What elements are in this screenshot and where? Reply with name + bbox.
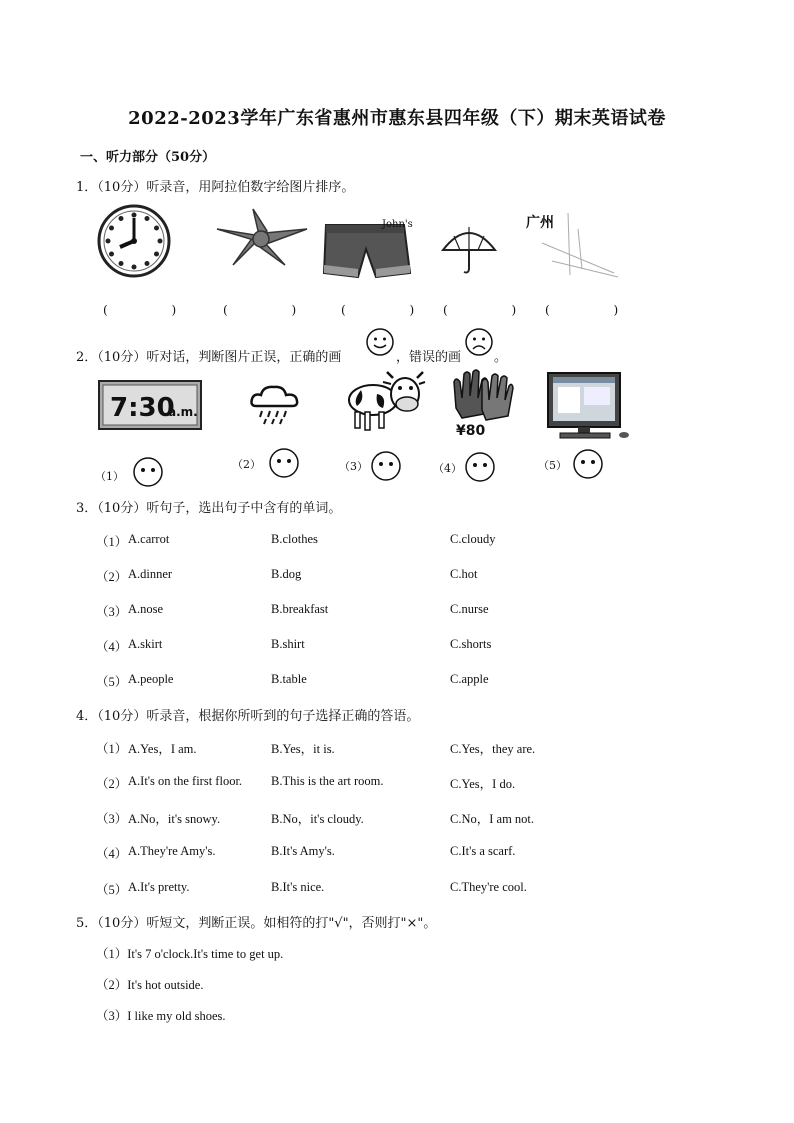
question-1-text: 1．（10分）听录音，用阿拉伯数字给图片排序。: [76, 180, 355, 195]
q4-row-1-option-b[interactable]: B.Yes，it is.: [271, 742, 335, 756]
q3-row-2-option-b[interactable]: B.dog: [271, 567, 302, 581]
shorts-label: John's: [382, 219, 413, 230]
q3-row-1-option-c[interactable]: C.cloudy: [450, 532, 496, 546]
q2-label-3: （3）: [339, 460, 368, 473]
q4-row-5-number: （5）: [96, 883, 128, 897]
q3-row-3-option-c[interactable]: C.nurse: [450, 602, 489, 616]
q2-answer-face-2[interactable]: [268, 447, 300, 479]
q2-answer-face-5[interactable]: [572, 448, 604, 480]
q2-answer-face-4[interactable]: [464, 451, 496, 483]
question-5-text: 5．（10分）听短文，判断正误。如相符的打"√"，否则打"×"。: [76, 916, 437, 931]
q1-answer-blank-4[interactable]: ( ): [443, 303, 547, 317]
q3-row-5-option-b[interactable]: B.table: [271, 672, 307, 686]
q3-row-5-option-a[interactable]: A.people: [128, 672, 174, 686]
q3-row-1-option-b[interactable]: B.clothes: [271, 532, 318, 546]
price-tag: ¥80: [456, 423, 486, 439]
q3-row-3-option-a[interactable]: A.nose: [128, 602, 164, 616]
time-display-icon: [98, 380, 202, 430]
q5-item-1: （1）It's 7 o'clock.It's time to get up.: [96, 947, 284, 961]
q3-row-4-option-c[interactable]: C.shorts: [450, 637, 492, 651]
sad-face-icon: [465, 328, 493, 356]
q4-row-3-option-c[interactable]: C.No，I am not.: [450, 812, 535, 826]
q3-row-2-option-c[interactable]: C.hot: [450, 567, 478, 581]
q1-answer-blank-3[interactable]: ( ): [341, 303, 445, 317]
q3-row-1-option-a[interactable]: A.carrot: [128, 532, 170, 546]
question-2-text-c: 。: [494, 350, 508, 365]
q4-row-5-option-a[interactable]: A.It's pretty.: [128, 880, 190, 894]
q2-label-2: （2）: [232, 458, 261, 471]
q4-row-4-number: （4）: [96, 847, 128, 861]
q4-row-3-option-b[interactable]: B.No，it's cloudy.: [271, 812, 364, 826]
q1-answer-blank-1[interactable]: ( ): [103, 303, 207, 317]
q2-answer-face-3[interactable]: [370, 450, 402, 482]
q2-label-4: （4）: [433, 462, 462, 475]
guangzhou-map-icon: [522, 209, 622, 279]
q2-answer-face-1[interactable]: [132, 456, 164, 488]
q5-item-2: （2）It's hot outside.: [96, 978, 204, 992]
q4-row-1-number: （1）: [96, 742, 128, 756]
q4-row-4-option-b[interactable]: B.It's Amy's.: [271, 844, 335, 858]
q4-row-2-option-a[interactable]: A.It's on the first floor.: [128, 774, 243, 788]
q3-row-3-number: （3）: [96, 605, 128, 619]
q4-row-1-option-c[interactable]: C.Yes，they are.: [450, 742, 536, 756]
q4-row-4-option-a[interactable]: A.They're Amy's.: [128, 844, 216, 858]
q3-row-3-option-b[interactable]: B.breakfast: [271, 602, 329, 616]
map-label: 广州: [526, 215, 554, 231]
q3-row-4-option-b[interactable]: B.shirt: [271, 637, 305, 651]
umbrella-icon: [440, 222, 498, 277]
q3-row-2-number: （2）: [96, 570, 128, 584]
q3-row-5-number: （5）: [96, 675, 128, 689]
q5-item-3: （3）I like my old shoes.: [96, 1009, 226, 1023]
q4-row-3-option-a[interactable]: A.No，it's snowy.: [128, 812, 221, 826]
q4-row-2-number: （2）: [96, 777, 128, 791]
rain-cloud-icon: [248, 382, 302, 427]
q1-answer-blank-2[interactable]: ( ): [223, 303, 327, 317]
q4-row-2-option-c[interactable]: C.Yes，I do.: [450, 777, 516, 791]
q4-row-1-option-a[interactable]: A.Yes，I am.: [128, 742, 197, 756]
q3-row-4-number: （4）: [96, 640, 128, 654]
time-text: 7:30: [110, 393, 175, 423]
clock-icon: [96, 203, 172, 279]
section-heading-listening: 一、听力部分（50分）: [80, 150, 216, 165]
question-2-text-b: ，错误的画: [396, 350, 462, 365]
question-2-text-a: 2．（10分）听对话，判断图片正误，正确的画: [76, 350, 342, 365]
time-ampm: a.m.: [168, 405, 198, 419]
q4-row-3-number: （3）: [96, 812, 128, 826]
gloves-icon: [452, 368, 514, 438]
q2-label-5: （5）: [538, 459, 567, 472]
question-3-text: 3．（10分）听句子，选出句子中含有的单词。: [76, 501, 342, 516]
q3-row-4-option-a[interactable]: A.skirt: [128, 637, 163, 651]
page-title: 2022-2023学年广东省惠州市惠东县四年级（下）期末英语试卷: [128, 108, 666, 129]
q3-row-2-option-a[interactable]: A.dinner: [128, 567, 173, 581]
q4-row-5-option-c[interactable]: C.They're cool.: [450, 880, 527, 894]
q3-row-5-option-c[interactable]: C.apple: [450, 672, 489, 686]
computer-icon: [546, 372, 632, 440]
q2-label-1: （1）: [95, 470, 124, 483]
q4-row-5-option-b[interactable]: B.It's nice.: [271, 880, 325, 894]
q3-row-1-number: （1）: [96, 535, 128, 549]
q4-row-2-option-b[interactable]: B.This is the art room.: [271, 774, 384, 788]
starfish-icon: [215, 207, 310, 267]
q1-answer-blank-5[interactable]: ( ): [545, 303, 649, 317]
smiley-face-icon: [366, 328, 394, 356]
shorts-icon: [320, 215, 415, 280]
question-4-text: 4．（10分）听录音，根据你所听到的句子选择正确的答语。: [76, 709, 420, 724]
cow-icon: [345, 370, 425, 432]
q4-row-4-option-c[interactable]: C.It's a scarf.: [450, 844, 516, 858]
